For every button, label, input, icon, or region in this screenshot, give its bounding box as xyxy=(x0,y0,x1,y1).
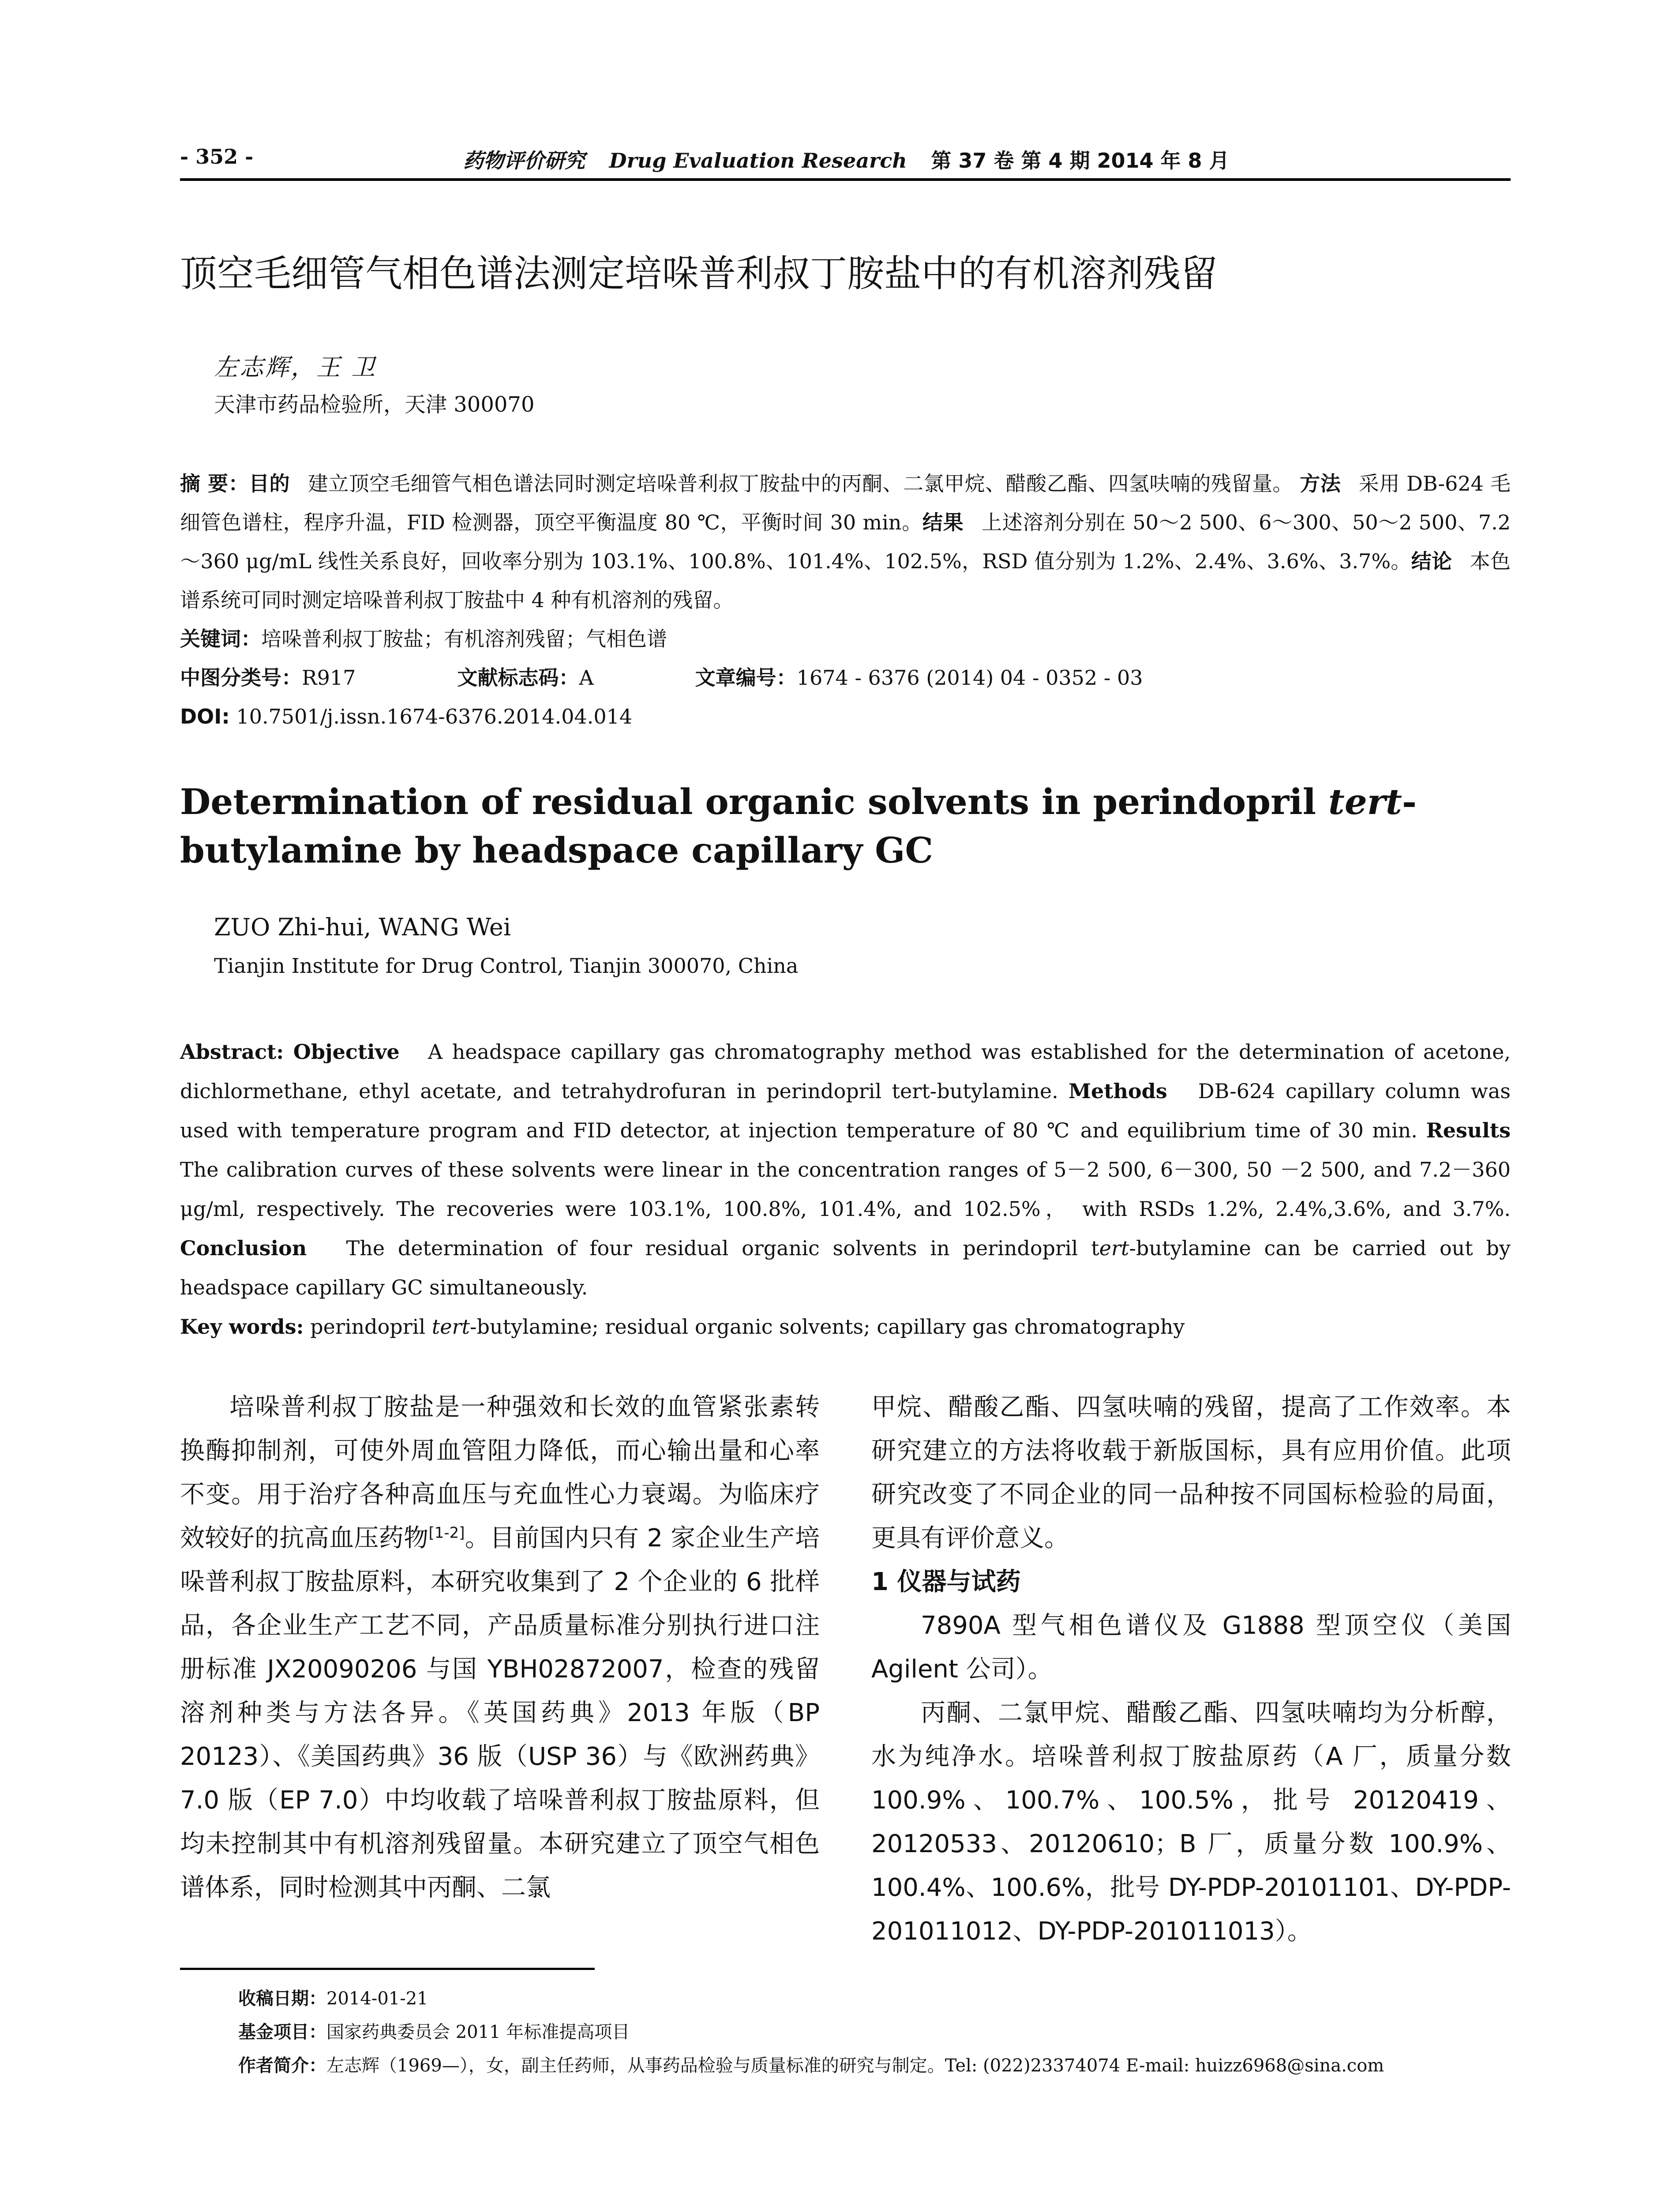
clc-label: 中图分类号： xyxy=(180,666,302,690)
footnote-received xyxy=(238,1982,1384,2015)
journal-logo: 药物评价研究 xyxy=(463,149,585,173)
en-keywords-b: -butylamine; residual organic solvents; capillary gas chromatography xyxy=(469,1315,1185,1339)
fund-value: 国家药典委员会 2011 年标准提高项目 xyxy=(326,2022,630,2042)
cn-abstract xyxy=(180,464,1511,736)
en-conclusion-a: The determination of four residual organic solvents in perindopril t xyxy=(346,1236,1099,1260)
page-number: - 352 - xyxy=(180,145,254,169)
en-methods: DB-624 capillary column was used with temperature program and FID detector, at injection temperature of 80 ℃ and equilibrium time of 30 min. xyxy=(180,1079,1511,1142)
cn-classification-line xyxy=(180,658,1511,697)
en-objective: A headspace capillary gas chromatography method was established for the determination of acetone, dichlormethane, ethyl acetate, and tetrahydrofuran in perindopril tert-butylamine. xyxy=(180,1040,1511,1103)
cn-conclusion-label: 结论 xyxy=(1411,549,1452,573)
doi-value: 10.7501/j.issn.1674-6376.2014.04.014 xyxy=(236,705,633,728)
citation-ref: [1-2] xyxy=(428,1524,465,1542)
en-objective-label: Objective xyxy=(293,1040,400,1064)
footnote-rule xyxy=(180,1968,595,1970)
body-paragraph xyxy=(180,1385,820,1910)
clc-value: R917 xyxy=(302,666,356,690)
cn-results-label: 结果 xyxy=(922,510,964,534)
cn-abstract-label: 摘 要： xyxy=(180,472,249,495)
section-heading: 1 仪器与试药 xyxy=(871,1568,1021,1596)
doi-line xyxy=(180,697,1511,736)
body-paragraph: 7890A 型气相色谱仪及 G1888 型顶空仪（美国 Agilent 公司）。 xyxy=(871,1611,1511,1684)
body-intro-a: 培哚普利叔丁胺盐是一种强效和长效的血管紧张素转换酶抑制剂，可使外周血管阻力降低，而心输出量和心率不变。用于治疗各种高血压与充血性心力衰竭。为临床疗效较好的抗高血压药物 xyxy=(180,1393,820,1553)
en-title xyxy=(180,777,1511,874)
en-authors: ZUO Zhi-hui, WANG Wei xyxy=(214,913,511,941)
body-paragraph-cont: 甲烷、醋酸乙酯、四氢呋喃的残留，提高了工作效率。本研究建立的方法将收载于新版国标，具有应用价值。此项研究改变了不同企业的同一品种按不同国标检验的局面，更具有评价意义。 xyxy=(871,1393,1511,1553)
body-paragraph: 丙酮、二氯甲烷、醋酸乙酯、四氢呋喃均为分析醇，水为纯净水。培哚普利叔丁胺盐原药（A 厂，质量分数 100.9%、100.7%、100.5%，批号 20120419、20120533、20120610；B 厂，质量分数 100.9%、100.4%、100.6%，批号 DY-PDP-20101101、DY-PDP-201011012、DY-PDP-201011013）。 xyxy=(871,1699,1511,1946)
body-left-column xyxy=(180,1385,820,1910)
en-abstract-body xyxy=(180,1032,1511,1307)
body-intro-b: 。目前国内只有 2 家企业生产培哚普利叔丁胺盐原料，本研究收集到了 2 个企业的 6 批样品，各企业生产工艺不同，产品质量标准分别执行进口注册标准 JX20090206 与国 YBH02872007，检查的残留溶剂种类与方法各异。《英国药典》2013 年版（BP 20123）、《美国药典》36 版（USP 36）与《欧洲药典》7.0 版（EP 7.0）中均收载了培哚普利叔丁胺盐原料，但均未控制其中有机溶剂残留量。本研究建立了顶空气相色谱体系，同时检测其中丙酮、二氯 xyxy=(180,1524,820,1902)
en-keywords-a: perindopril xyxy=(310,1315,432,1339)
cn-keywords-label: 关键词： xyxy=(180,627,261,651)
en-methods-label: Methods xyxy=(1069,1079,1167,1103)
cn-methods: 采用 DB-624 毛细管色谱柱，程序升温，FID 检测器，顶空平衡温度 80 ℃，平衡时间 30 min。 xyxy=(180,472,1511,534)
running-header xyxy=(463,145,1230,174)
cn-methods-label: 方法 xyxy=(1300,472,1341,495)
cn-objective: 建立顶空毛细管气相色谱法同时测定培哚普利叔丁胺盐中的丙酮、二氯甲烷、醋酸乙酯、四氢呋喃的残留量。 xyxy=(308,472,1294,495)
article-no-label: 文章编号： xyxy=(695,666,797,690)
cn-affiliation: 天津市药品检验所，天津 300070 xyxy=(214,392,535,417)
en-title-italic: tert xyxy=(1328,781,1402,822)
journal-name: Drug Evaluation Research xyxy=(609,149,907,173)
footnotes xyxy=(238,1982,1384,2082)
en-results-label: Results xyxy=(1426,1118,1511,1142)
en-abstract xyxy=(180,1032,1511,1347)
author-value: 左志辉（1969—），女，副主任药师，从事药品检验与质量标准的研究与制定。Tel: (022)23374074 E-mail: huizz6968@sina.com xyxy=(326,2056,1384,2076)
doc-code-label: 文献标志码： xyxy=(457,666,579,690)
body-right-column xyxy=(871,1385,1511,1953)
cn-conclusion: 本色谱系统可同时测定培哚普利叔丁胺盐中 4 种有机溶剂的残留。 xyxy=(180,549,1511,612)
cn-keywords-line xyxy=(180,619,1511,658)
author-label: 作者简介： xyxy=(238,2056,326,2076)
received-label: 收稿日期： xyxy=(238,1988,326,2009)
en-keywords-line xyxy=(180,1307,1511,1347)
en-keywords-italic: tert xyxy=(431,1315,470,1339)
header-rule xyxy=(180,178,1511,181)
cn-abstract-body xyxy=(180,464,1511,619)
cn-keywords: 培哚普利叔丁胺盐；有机溶剂残留；气相色谱 xyxy=(261,627,667,651)
cn-objective-label: 目的 xyxy=(249,472,290,495)
en-keywords-label: Key words: xyxy=(180,1315,304,1339)
doc-code-value: A xyxy=(579,666,594,690)
cn-results: 上述溶剂分别在 50～2 500、6～300、50～2 500、7.2～360 μg/mL 线性关系良好，回收率分别为 103.1%、100.8%、101.4%、102.5%，RSD 值分别为 1.2%、2.4%、3.6%、3.7%。 xyxy=(180,510,1511,573)
cn-authors: 左志辉，王 卫 xyxy=(214,353,377,381)
doi-label: DOI: xyxy=(180,705,230,728)
en-abstract-label: Abstract: xyxy=(180,1040,284,1064)
article-no-value: 1674 - 6376 (2014) 04 - 0352 - 03 xyxy=(796,666,1143,690)
fund-label: 基金项目： xyxy=(238,2022,326,2042)
received-value: 2014-01-21 xyxy=(326,1988,428,2009)
en-conclusion-italic: ert xyxy=(1099,1236,1129,1260)
en-conclusion-label: Conclusion xyxy=(180,1236,307,1260)
footnote-fund xyxy=(238,2015,1384,2049)
footnote-author xyxy=(238,2049,1384,2082)
en-affiliation: Tianjin Institute for Drug Control, Tianjin 300070, China xyxy=(214,954,799,978)
cn-title: 顶空毛细管气相色谱法测定培哚普利叔丁胺盐中的有机溶剂残留 xyxy=(180,252,1218,295)
en-results: The calibration curves of these solvents were linear in the concentration ranges of 5－2 500, 6－300, 50 －2 500, and 7.2－360 μg/ml, respectively. The recoveries were 103.1%, 100.8%, 101.4%, and 102.5%， with RSDs 1.2%, 2.4%,3.6%, and 3.7%. xyxy=(180,1158,1511,1221)
en-title-part1: Determination of residual organic solvents in perindopril xyxy=(180,781,1328,822)
en-conclusion-b: -butylamine can be carried out by headspace capillary GC simultaneously. xyxy=(180,1236,1511,1299)
en-title-part2: -butylamine by headspace capillary GC xyxy=(180,781,1417,871)
journal-issue: 第 37 卷 第 4 期 2014 年 8 月 xyxy=(931,149,1230,173)
